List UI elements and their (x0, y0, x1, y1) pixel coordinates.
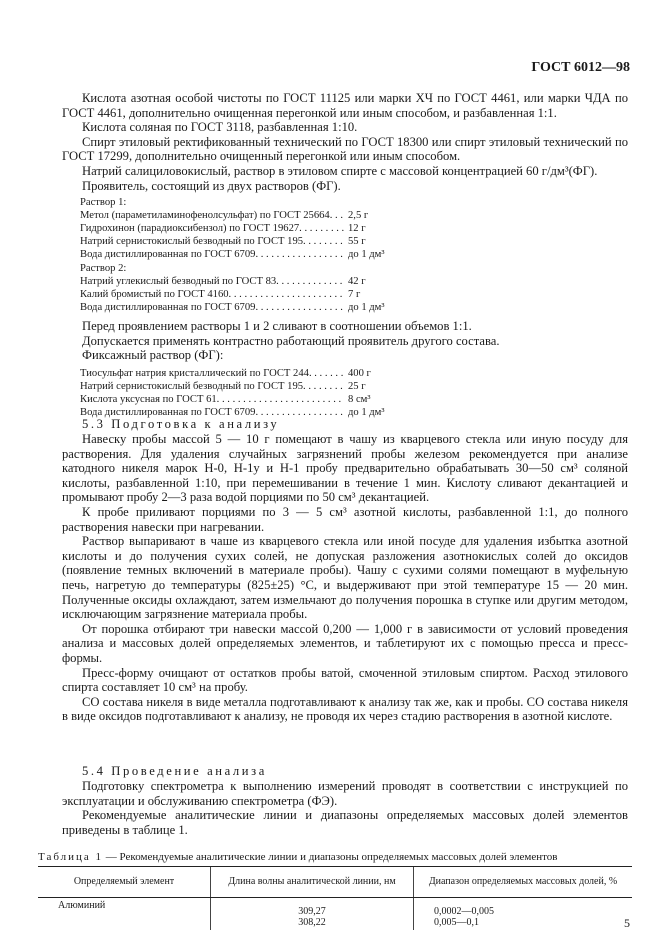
item-name: Тиосульфат натрия кристаллический по ГОСТ 244 (80, 368, 309, 379)
item-value: 7 г (348, 289, 361, 300)
paragraph: Спирт этиловый ректификованный технический по ГОСТ 18300 или спирт этиловый технический по ГОСТ 17299, дополнительно очищенный перегонкой или иным способом. (62, 134, 628, 164)
solution-2 (80, 262, 440, 314)
item-name: Вода дистиллированная по ГОСТ 6709 (80, 249, 256, 260)
item-name: Вода дистиллированная по ГОСТ 6709 (80, 407, 256, 418)
paragraph: Проявитель, состоящий из двух растворов (ФГ). (82, 178, 341, 193)
solution-1 (80, 196, 440, 261)
item-name: Вода дистиллированная по ГОСТ 6709 (80, 302, 256, 313)
developer-notes (62, 319, 628, 363)
column-header-range: Диапазон определяемых массовых долей, % (414, 867, 633, 898)
wavelength-value: 308,22 (298, 917, 326, 928)
range-value: 0,005—0,1 (434, 917, 479, 928)
dot-leader (330, 209, 344, 222)
paragraph: Подготовку спектрометра к выполнению измерений проводят в соответствии с инструкцией по эксплуатации и обслуживанию спектрометра (ФЭ). (62, 779, 628, 808)
cell-element: Алюминий (58, 900, 106, 911)
item-name: Кислота уксусная по ГОСТ 61 (80, 394, 217, 405)
dot-leader (255, 248, 344, 261)
paragraph: Рекомендуемые аналитические линии и диапазоны определяемых массовых долей элементов приведены в таблице 1. (62, 808, 628, 837)
paragraph: Кислота азотная особой чистоты по ГОСТ 11125 или марки ХЧ по ГОСТ 4461, или марки ЧДА по ГОСТ 4461, дополнительно очищенная перегонкой или иным способом, и разбавленная 1:1. (62, 91, 628, 120)
analytical-lines-table (38, 866, 632, 930)
column-header-element: Определяемый элемент (38, 867, 211, 898)
paragraph: Навеску пробы массой 5 — 10 г помещают в чашу из кварцевого стекла или иную посуду для растворения. Для удаления случайных загрязнений пробы железом рекомендуется при анализе катодного никеля марок Н-0, Н-1у и Н-1 пробу предварительно обрабатывать 30—50 см³ соляной кислоты, разбавленной 1:10, при перемешивании в течение 1 мин. Кислоту сливают декантацией и промывают пробу 2—3 раза водой порциями по 50 см³ декантацией. (62, 432, 628, 505)
item-name: Метол (параметиламинофенолсульфат) по ГОСТ 25664 (80, 210, 330, 221)
column-header-wavelength: Длина волны аналитической линии, нм (211, 867, 414, 898)
dot-leader (299, 222, 344, 235)
item-name: Натрий сернистокислый безводный по ГОСТ 195 (80, 236, 304, 247)
paragraph: К пробе приливают порциями по 3 — 5 см³ азотной кислоты, разбавленной 1:1, до полного растворения навески при нагревании. (62, 504, 628, 534)
cell-range (414, 898, 633, 931)
dot-leader (255, 301, 344, 314)
paragraph: Фиксажный раствор (ФГ): (82, 348, 224, 363)
paragraph: Пресс-форму очищают от остатков пробы ватой, смоченной этиловым спиртом. Расход этилового спирта составляет 10 см³ на пробу. (62, 665, 628, 695)
section-heading-5-4: 5.4 Проведение анализа (82, 764, 267, 778)
recipe-item (80, 288, 400, 301)
section-5-4-body (62, 779, 628, 837)
recipe-item (80, 248, 400, 261)
solution-2-title: Раствор 2: (80, 263, 127, 274)
table-caption (38, 851, 557, 863)
recipe-item (80, 209, 400, 222)
item-name: Калий бромистый по ГОСТ 4160 (80, 289, 229, 300)
item-name: Гидрохинон (парадиоксибензол) по ГОСТ 19627 (80, 223, 300, 234)
paragraph: Допускается применять контрастно работающий проявитель другого состава. (82, 333, 500, 348)
recipe-item (80, 222, 400, 235)
page-number: 5 (624, 916, 630, 930)
table-caption-text: — Рекомендуемые аналитические линии и диапазоны определяемых массовых долей элементов (103, 851, 558, 863)
table-caption-label: Таблица 1 (38, 851, 104, 863)
fixer-solution (80, 367, 440, 419)
paragraph: От порошка отбирают три навески массой 0,200 — 1,000 г в зависимости от условий проведения анализа и массовых долей определяемых элементов, и таблетируют их с помощью пресса и пресс-формы. (62, 621, 628, 665)
wavelength-value: 309,27 (298, 906, 326, 917)
item-value: до 1 дм³ (348, 249, 385, 260)
item-name: Натрий углекислый безводный по ГОСТ 83 (80, 276, 277, 287)
paragraph: СО состава никеля в виде металла подготавливают к анализу так же, как и пробы. СО состава никеля в виде оксидов подготавливают к анализу, не проводя их через стадию растворения в азотной кислоте. (62, 694, 628, 724)
dot-leader (303, 235, 344, 248)
item-name: Натрий сернистокислый безводный по ГОСТ 195 (80, 381, 304, 392)
dot-leader (217, 393, 344, 406)
recipe-item (80, 380, 400, 393)
item-value: 400 г (348, 368, 371, 379)
dot-leader (303, 380, 344, 393)
paragraph: Раствор выпаривают в чаше из кварцевого стекла или иной посуде для удаления избытка азотной кислоты и до получения сухих солей, не допуская разложения азотнокислых солей до оксидов (появление темных включений в материале пробы). Чашу с сухими солями помещают в муфельную печь, нагретую до температуры (825±25) °С, и выдерживают при этой температуре 15 — 20 мин. Полученные оксиды охлаждают, затем измельчают до получения порошка в ступке или другим методом, исключающим загрязнение материала пробы. (62, 534, 628, 622)
cell-wavelength (211, 898, 414, 931)
item-value: 12 г (348, 223, 366, 234)
solution-1-title: Раствор 1: (80, 197, 127, 208)
paragraph: Натрий салициловокислый, раствор в этиловом спирте с массовой концентрацией 60 г/дм³(ФГ). (82, 163, 598, 178)
item-value: до 1 дм³ (348, 407, 385, 418)
table-header-row (38, 867, 632, 898)
dot-leader (309, 367, 344, 380)
reagents-list (62, 91, 628, 193)
dot-leader (276, 275, 344, 288)
dot-leader (229, 288, 344, 301)
item-value: до 1 дм³ (348, 302, 385, 313)
table-row (38, 898, 632, 931)
range-value: 0,0002—0,005 (434, 906, 494, 917)
recipe-item (80, 275, 400, 288)
item-value: 2,5 г (348, 210, 369, 221)
paragraph: Перед проявлением растворы 1 и 2 сливают в соотношении объемов 1:1. (82, 319, 472, 333)
recipe-item (80, 301, 400, 314)
document-header: ГОСТ 6012—98 (531, 60, 630, 75)
item-value: 8 см³ (348, 394, 371, 405)
recipe-item (80, 393, 400, 406)
item-value: 25 г (348, 381, 366, 392)
recipe-item (80, 367, 400, 380)
item-value: 55 г (348, 236, 366, 247)
paragraph: Кислота соляная по ГОСТ 3118, разбавленная 1:10. (82, 120, 358, 135)
item-value: 42 г (348, 276, 366, 287)
recipe-item (80, 235, 400, 248)
section-5-3-body (62, 432, 628, 724)
section-heading-5-3: 5.3 Подготовка к анализу (82, 417, 280, 431)
